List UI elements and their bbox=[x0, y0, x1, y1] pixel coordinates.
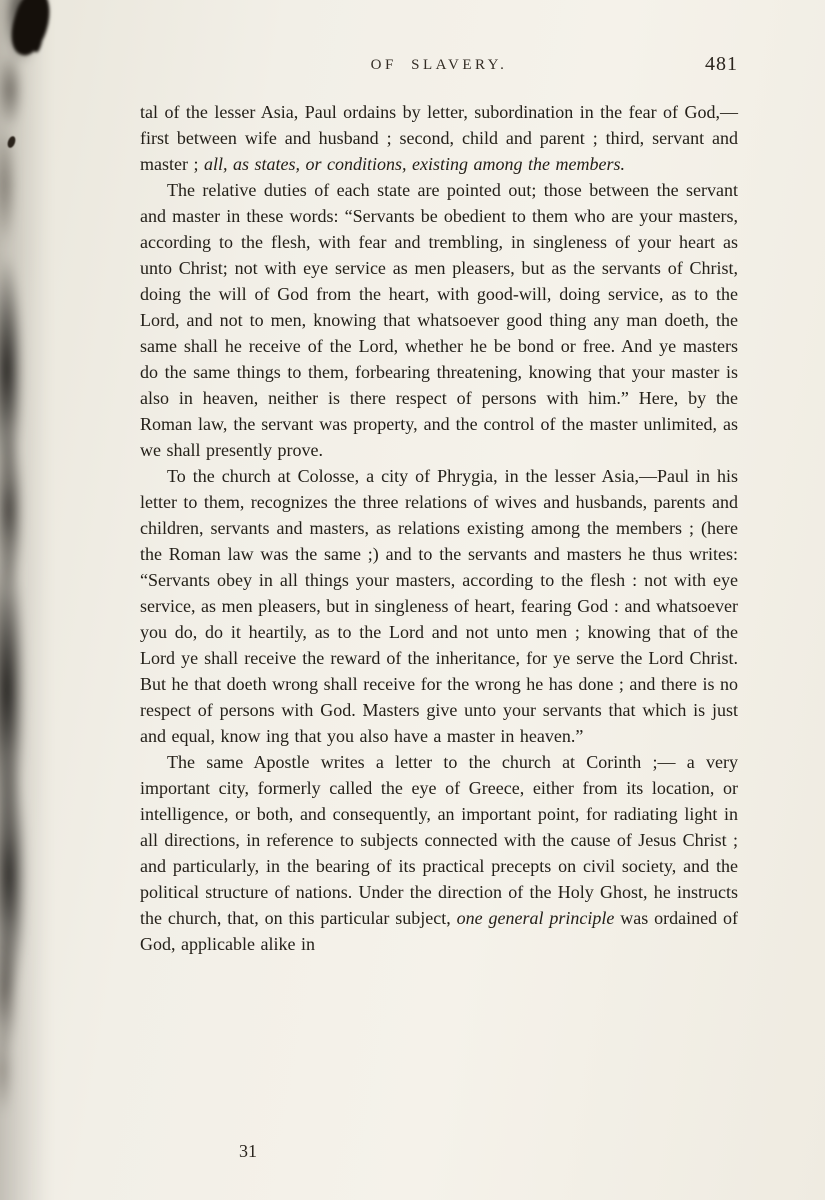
header-title: OF SLAVERY. bbox=[370, 57, 508, 73]
text-segment: To the church at Colosse, a city of Phrygia, in the lesser Asia,—Paul in his letter to them, recognizes the three relations of wives and husbands, parents and children, servants and masters, as relations existing among the members ; (here the Roman law was the same ;) and to the servants and masters he thus writes: “Servants obey in all things your masters, according to the flesh : not with eye service, as men pleasers, but in singleness of heart, fearing God : and whatsoever you do, do it heartily, as to the Lord and not unto men ; knowing that of the Lord ye shall receive the reward of the inheritance, for ye serve the Lord Christ. But he that doeth wrong shall receive for the wrong he has done ; and there is no respect of persons with God. Masters give unto your servants that which is just and equal, know ing that you also have a master in heaven.” bbox=[140, 466, 738, 746]
ink-mark bbox=[5, 0, 58, 60]
page-number: 481 bbox=[705, 53, 738, 75]
italic-text-segment: one general principle bbox=[456, 908, 615, 928]
scan-speck bbox=[6, 135, 17, 149]
scan-gutter-shadow bbox=[0, 0, 77, 1200]
text-segment: was ordained of God, applicable alike in bbox=[140, 908, 739, 954]
italic-text-segment: all, as states, or conditions, existing among the members. bbox=[203, 154, 625, 174]
paragraph bbox=[140, 463, 738, 749]
body-text bbox=[140, 99, 738, 957]
paragraph bbox=[140, 177, 738, 463]
paragraph bbox=[140, 749, 738, 957]
text-segment: The relative duties of each state are pointed out; those between the servant and master in these words: “Servants be obedient to them who are your masters, according to the flesh, with fear and trembling, in singleness of your heart as unto Christ; not with eye service as men pleasers, but as the servants of Christ, doing the will of God from the heart, with good-will, doing service, as to the Lord, and not to men, knowing that whatsoever good thing any man doeth, the same shall he receive of the Lord, whether he be bond or free. And ye masters do the same things to them, forbearing threatening, knowing that your master is also in heaven, neither is there respect of persons with him.” Here, by the Roman law, the servant was property, and the control of the master unlimited, as we shall presently prove. bbox=[140, 180, 738, 460]
running-header bbox=[140, 53, 738, 85]
text-segment: The same Apostle writes a letter to the church at Corinth ;— a very important city, formerly called the eye of Greece, either from its location, or intelligence, or both, and consequently, an important point, for radiating light in all directions, in reference to subjects connected with the cause of Jesus Christ ; and particularly, in the bearing of its practical precepts on civil society, and the political structure of nations. Under the direction of the Holy Ghost, he instructs the church, that, on this particular subject, bbox=[140, 752, 738, 928]
paragraph bbox=[140, 99, 738, 177]
text-segment: tal of the lesser Asia, Paul ordains by letter, subordination in the fear of God,—first between wife and husband ; second, child and parent ; third, servant and master ; bbox=[140, 102, 738, 174]
signature-mark: 31 bbox=[239, 1141, 257, 1161]
